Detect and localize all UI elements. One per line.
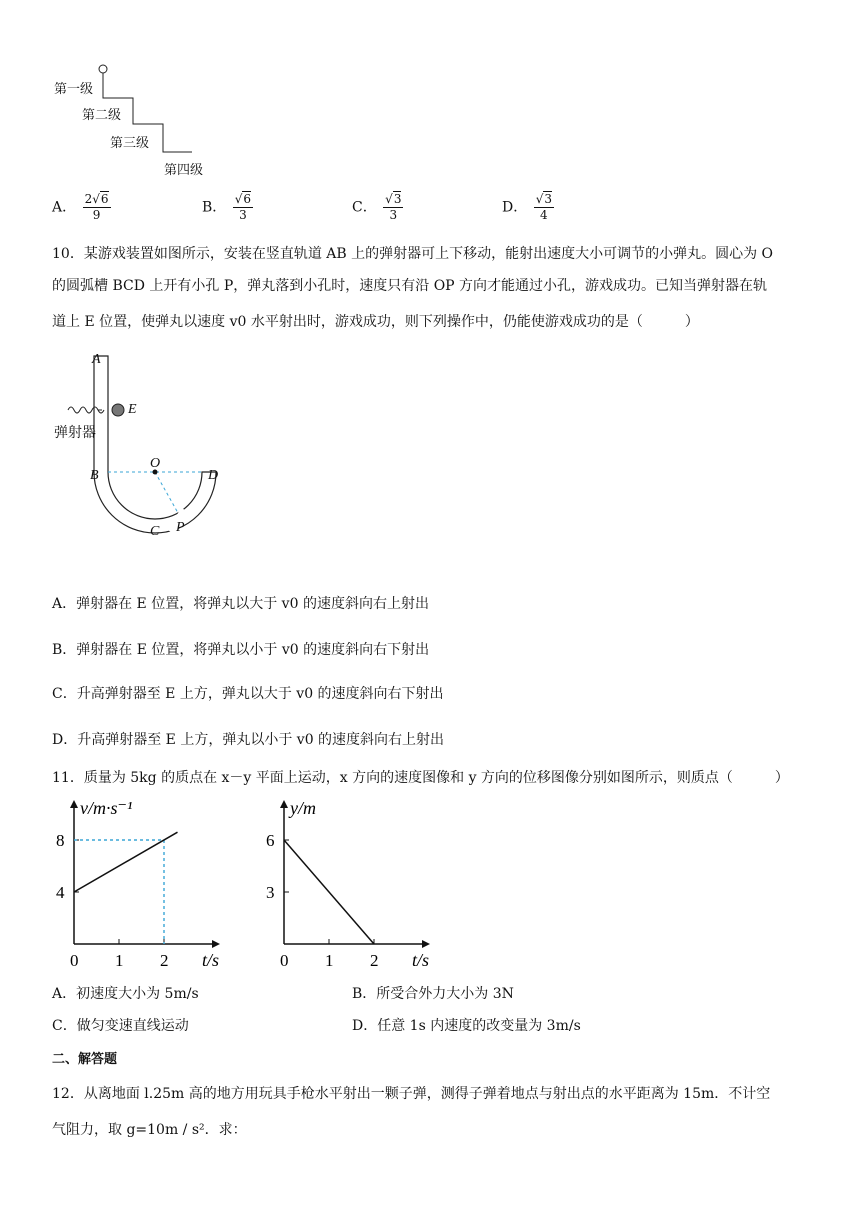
y-axis-arrow [70, 800, 78, 808]
fraction: $\frac{√6}{3}$ [234, 192, 252, 222]
x-axis-label: t/s [202, 950, 220, 970]
point-label-o: O [150, 456, 161, 471]
point-label-c: C [150, 524, 160, 539]
track-drawing [50, 348, 240, 548]
y-tick-label: 3 [266, 883, 275, 902]
q11-option-d[interactable]: D．任意 1s 内速度的改变量为 3m/s [352, 1018, 581, 1034]
stair-label-1: 第一级 [54, 82, 94, 97]
q10-stem-line2: 的圆弧槽 BCD 上开有小孔 P，弹丸落到小孔时，速度只有沿 OP 方向才能通过小孔，游戏成功。已知当弹射器在轨 [52, 278, 768, 294]
q10-option-b[interactable]: B．弹射器在 E 位置，将弹丸以小于 v0 的速度斜向右下射出 [52, 642, 430, 658]
q9-option-a[interactable]: A． $\frac{2√6}{9}$ [52, 192, 109, 222]
point-label-a: A [92, 352, 101, 367]
stair-label-4: 第四级 [164, 163, 204, 178]
q10-option-c[interactable]: C．升高弹射器至 E 上方，弹丸以大于 v0 的速度斜向右下射出 [52, 686, 444, 702]
fraction: $\frac{√3}{4}$ [535, 192, 552, 222]
q10-stem-line3: 道上 E 位置，使弹丸以速度 v0 水平射出时，游戏成功，则下列操作中，仍能使游戏成功的是（ ） [52, 314, 699, 330]
q11-stem: 11．质量为 5kg 的质点在 x－y 平面上运动，x 方向的速度图像和 y 方向的位移图像分别如图所示，则质点（ ） [52, 770, 789, 786]
section-heading: 二、解答题 [52, 1052, 118, 1067]
y-axis-arrow [280, 800, 288, 808]
stairs-figure [52, 60, 222, 180]
series-line [284, 840, 374, 944]
q9-option-c[interactable]: C． $\frac{√3}{3}$ [352, 192, 402, 222]
point-label-d: D [208, 468, 219, 483]
q10-option-a[interactable]: A．弹射器在 E 位置，将弹丸以大于 v0 的速度斜向右上射出 [52, 596, 429, 612]
fraction: $\frac{√3}{3}$ [385, 192, 402, 222]
series-line [74, 832, 178, 892]
q11-option-a[interactable]: A．初速度大小为 5m/s [52, 986, 199, 1002]
stair-label-3: 第三级 [110, 136, 150, 151]
x-axis-arrow [422, 940, 430, 948]
q10-figure [50, 348, 240, 548]
fraction: $\frac{2√6}{9}$ [84, 192, 109, 222]
y-axis-label: v/m·s⁻¹ [80, 798, 133, 818]
displacement-graph [262, 796, 442, 976]
x-tick-label: 2 [370, 951, 379, 970]
stair-label-2: 第二级 [82, 108, 122, 123]
point-label-p: P [176, 520, 185, 535]
x-axis-arrow [212, 940, 220, 948]
q9-options [52, 190, 612, 230]
q11-option-b[interactable]: B．所受合外力大小为 3N [352, 986, 514, 1002]
x-tick-label: 0 [280, 951, 289, 970]
point-label-e: E [128, 402, 137, 417]
q10-stem-line1: 10．某游戏装置如图所示，安装在竖直轨道 AB 上的弹射器可上下移动，能射出速度大小可调节的小弹丸。圆心为 O [52, 246, 774, 262]
q10-option-d[interactable]: D．升高弹射器至 E 上方，弹丸以小于 v0 的速度斜向右上射出 [52, 732, 445, 748]
x-tick-label: 1 [115, 951, 124, 970]
x-tick-label: 0 [70, 951, 79, 970]
x-tick-label: 1 [325, 951, 334, 970]
y-axis-label: y/m [290, 798, 316, 818]
launcher-label: 弹射器 [54, 425, 96, 441]
x-tick-label: 2 [160, 951, 169, 970]
q11-option-c[interactable]: C．做匀变速直线运动 [52, 1018, 189, 1034]
q9-option-d[interactable]: D． $\frac{√3}{4}$ [502, 192, 552, 222]
y-tick-label: 6 [266, 831, 275, 850]
q9-option-b[interactable]: B． $\frac{√6}{3}$ [202, 192, 252, 222]
y-tick-label: 8 [56, 831, 65, 850]
q12-stem-line1: 12．从离地面 l.25m 高的地方用玩具手枪水平射出一颗子弹，测得子弹着地点与射出点的水平距离为 15m．不计空 [52, 1086, 771, 1102]
point-label-b: B [90, 468, 99, 483]
y-tick-label: 4 [56, 883, 65, 902]
velocity-graph [52, 796, 232, 976]
q11-graphs [52, 796, 432, 976]
q12-stem-line2: 气阻力，取 g=10m / s²．求： [52, 1122, 247, 1138]
x-axis-label: t/s [412, 950, 430, 970]
